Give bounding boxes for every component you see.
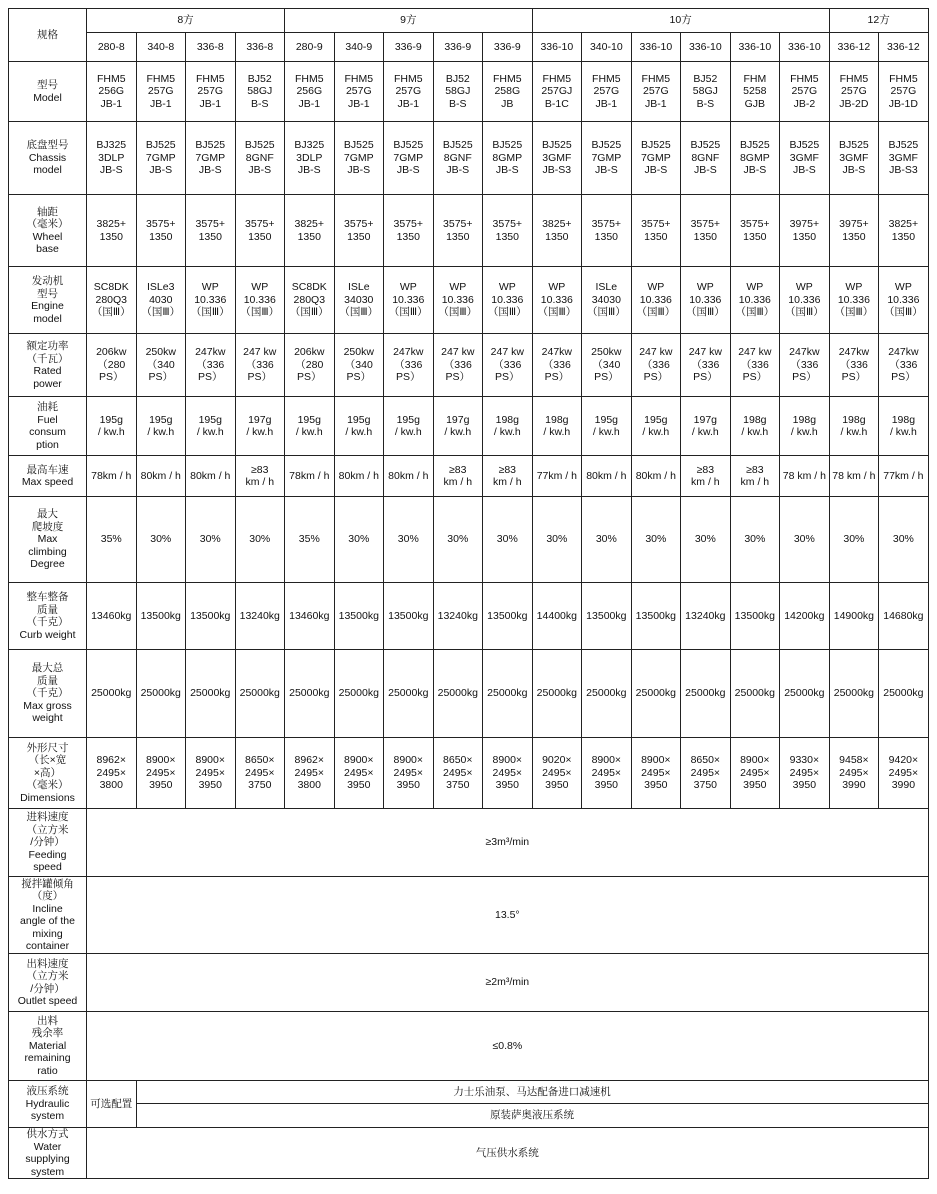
spec-cell: WP 10.336 （国Ⅲ）	[829, 267, 879, 334]
spec-cell: 247kw （336 PS）	[532, 334, 582, 397]
spec-cell: 247kw （336 PS）	[780, 334, 830, 397]
spec-row	[9, 334, 929, 397]
spec-cell: 8900× 2495× 3950	[136, 738, 186, 809]
spec-cell: 25000kg	[87, 650, 137, 738]
spec-cell: 13460kg	[87, 583, 137, 650]
spec-cell: WP 10.336 （国Ⅲ）	[681, 267, 731, 334]
spec-cell: BJ525 8GMP JB-S	[483, 122, 533, 195]
spec-cell: ≥83 km / h	[433, 456, 483, 497]
hydraulic-option-1: 力士乐油泵、马达配备进口减速机	[136, 1081, 928, 1104]
optional-config-label: 可选配置	[87, 1081, 137, 1128]
spec-cell: BJ525 3GMF JB-S3	[532, 122, 582, 195]
spec-cell: 14400kg	[532, 583, 582, 650]
spec-cell: 3975+ 1350	[829, 195, 879, 267]
spec-cell: 9020× 2495× 3950	[532, 738, 582, 809]
spec-cell: FHM5 257G JB-1	[582, 62, 632, 122]
spec-cell: 13500kg	[334, 583, 384, 650]
spec-cell: 3575+ 1350	[483, 195, 533, 267]
spec-row	[9, 497, 929, 583]
spec-cell: 35%	[87, 497, 137, 583]
spec-cell: 25000kg	[384, 650, 434, 738]
residual-row	[9, 1012, 929, 1081]
spec-cell: FHM5 257G JB-1D	[879, 62, 929, 122]
spec-cell: 247 kw （336 PS）	[681, 334, 731, 397]
spec-cell: 8900× 2495× 3950	[730, 738, 780, 809]
spec-cell: 13240kg	[235, 583, 285, 650]
spec-cell: 3575+ 1350	[334, 195, 384, 267]
spec-cell: 8650× 2495× 3750	[681, 738, 731, 809]
spec-cell: 198g / kw.h	[829, 397, 879, 456]
model-header-cell: 280-8	[87, 33, 137, 62]
row-label: 出料速度 （立方米 /分钟） Outlet speed	[9, 954, 87, 1012]
spec-cell: 8900× 2495× 3950	[334, 738, 384, 809]
spec-cell: FHM5 257G JB-1	[186, 62, 236, 122]
spec-cell: FHM5 257G JB-1	[334, 62, 384, 122]
spec-cell: 195g / kw.h	[136, 397, 186, 456]
spec-cell: BJ525 8GMP JB-S	[730, 122, 780, 195]
spec-cell: 198g / kw.h	[483, 397, 533, 456]
spec-cell: 30%	[631, 497, 681, 583]
outlet-value: ≥2m³/min	[87, 954, 929, 1012]
row-label: 最高车速 Max speed	[9, 456, 87, 497]
spec-row	[9, 456, 929, 497]
spec-cell: 3825+ 1350	[285, 195, 335, 267]
model-header-cell: 336-12	[879, 33, 929, 62]
model-header-cell: 340-9	[334, 33, 384, 62]
spec-cell: 247 kw （336 PS）	[235, 334, 285, 397]
incline-value: 13.5°	[87, 877, 929, 954]
spec-cell: ≥83 km / h	[681, 456, 731, 497]
spec-cell: BJ325 3DLP JB-S	[285, 122, 335, 195]
spec-cell: ISLe 34030 （国Ⅲ）	[334, 267, 384, 334]
residual-value: ≤0.8%	[87, 1012, 929, 1081]
spec-cell: FHM5 258G JB	[483, 62, 533, 122]
spec-cell: 30%	[681, 497, 731, 583]
spec-cell: 8900× 2495× 3950	[384, 738, 434, 809]
spec-cell: 195g / kw.h	[582, 397, 632, 456]
spec-cell: 25000kg	[235, 650, 285, 738]
header-model-row	[9, 33, 929, 62]
spec-cell: 13240kg	[681, 583, 731, 650]
row-label: 液压系统 Hydraulic system	[9, 1081, 87, 1128]
spec-cell: 78 km / h	[829, 456, 879, 497]
spec-cell: WP 10.336 （国Ⅲ）	[235, 267, 285, 334]
spec-cell: 198g / kw.h	[879, 397, 929, 456]
spec-cell: 195g / kw.h	[384, 397, 434, 456]
spec-cell: 9330× 2495× 3950	[780, 738, 830, 809]
spec-cell: 3975+ 1350	[780, 195, 830, 267]
spec-row	[9, 122, 929, 195]
spec-cell: 25000kg	[433, 650, 483, 738]
spec-cell: BJ525 7GMP JB-S	[631, 122, 681, 195]
spec-cell: BJ325 3DLP JB-S	[87, 122, 137, 195]
spec-cell: 3575+ 1350	[384, 195, 434, 267]
spec-cell: 250kw （340 PS）	[582, 334, 632, 397]
spec-row	[9, 195, 929, 267]
spec-cell: FHM5 257G JB-2	[780, 62, 830, 122]
row-label: 发动机 型号 Engine model	[9, 267, 87, 334]
spec-cell: WP 10.336 （国Ⅲ）	[780, 267, 830, 334]
model-header-cell: 336-10	[532, 33, 582, 62]
model-header-cell: 340-10	[582, 33, 632, 62]
spec-row	[9, 650, 929, 738]
spec-cell: 9420× 2495× 3990	[879, 738, 929, 809]
spec-cell: BJ52 58GJ B-S	[681, 62, 731, 122]
spec-cell: 250kw （340 PS）	[334, 334, 384, 397]
spec-cell: BJ525 7GMP JB-S	[582, 122, 632, 195]
model-header-cell: 336-10	[681, 33, 731, 62]
spec-cell: 77km / h	[532, 456, 582, 497]
spec-cell: 206kw （280 PS）	[87, 334, 137, 397]
spec-cell: WP 10.336 （国Ⅲ）	[483, 267, 533, 334]
spec-cell: 30%	[483, 497, 533, 583]
model-header-cell: 336-9	[433, 33, 483, 62]
spec-cell: 195g / kw.h	[87, 397, 137, 456]
spec-cell: BJ525 3GMF JB-S	[780, 122, 830, 195]
spec-cell: 30%	[582, 497, 632, 583]
spec-cell: 30%	[433, 497, 483, 583]
spec-cell: 195g / kw.h	[334, 397, 384, 456]
spec-table	[8, 8, 929, 1179]
water-row	[9, 1128, 929, 1179]
spec-cell: 9458× 2495× 3990	[829, 738, 879, 809]
spec-cell: 8900× 2495× 3950	[483, 738, 533, 809]
spec-cell: WP 10.336 （国Ⅲ）	[384, 267, 434, 334]
spec-cell: 195g / kw.h	[631, 397, 681, 456]
spec-cell: 3575+ 1350	[730, 195, 780, 267]
spec-cell: 13500kg	[186, 583, 236, 650]
spec-cell: WP 10.336 （国Ⅲ）	[186, 267, 236, 334]
model-header-cell: 336-10	[780, 33, 830, 62]
group-8m3: 8方	[87, 9, 285, 33]
model-header-cell: 340-8	[136, 33, 186, 62]
spec-cell: 13500kg	[730, 583, 780, 650]
spec-cell: 13240kg	[433, 583, 483, 650]
spec-cell: 3575+ 1350	[631, 195, 681, 267]
spec-cell: 30%	[730, 497, 780, 583]
spec-cell: WP 10.336 （国Ⅲ）	[433, 267, 483, 334]
row-label: 出料 残余率 Material remaining ratio	[9, 1012, 87, 1081]
spec-cell: 8900× 2495× 3950	[186, 738, 236, 809]
spec-cell: 25000kg	[532, 650, 582, 738]
header-group-row	[9, 9, 929, 33]
spec-cell: 206kw （280 PS）	[285, 334, 335, 397]
spec-cell: 247 kw （336 PS）	[433, 334, 483, 397]
spec-cell: FHM5 257G JB-1	[384, 62, 434, 122]
spec-cell: 78 km / h	[780, 456, 830, 497]
spec-cell: FHM5 256G JB-1	[87, 62, 137, 122]
spec-cell: FHM5 257GJ B-1C	[532, 62, 582, 122]
spec-row	[9, 62, 929, 122]
row-label: 进料速度 （立方米 /分钟） Feeding speed	[9, 809, 87, 877]
spec-cell: FHM5 257G JB-1	[136, 62, 186, 122]
spec-cell: BJ525 7GMP JB-S	[136, 122, 186, 195]
spec-cell: 80km / h	[186, 456, 236, 497]
spec-cell: 3575+ 1350	[235, 195, 285, 267]
spec-row	[9, 397, 929, 456]
hydraulic-row-2	[9, 1104, 929, 1128]
row-label: 搅拌罐倾角 （度） Incline angle of the mixing container	[9, 877, 87, 954]
spec-cell: 30%	[235, 497, 285, 583]
spec-cell: 25000kg	[136, 650, 186, 738]
spec-cell: 25000kg	[879, 650, 929, 738]
row-label: 整车整备 质量 （千克） Curb weight	[9, 583, 87, 650]
model-header-cell: 336-9	[483, 33, 533, 62]
spec-cell: ≥83 km / h	[235, 456, 285, 497]
spec-cell: 3575+ 1350	[433, 195, 483, 267]
spec-cell: 78km / h	[285, 456, 335, 497]
spec-cell: 25000kg	[186, 650, 236, 738]
spec-label: 规格	[9, 9, 87, 62]
spec-cell: 3575+ 1350	[681, 195, 731, 267]
spec-cell: 13460kg	[285, 583, 335, 650]
spec-cell: 8650× 2495× 3750	[433, 738, 483, 809]
spec-cell: FHM5 256G JB-1	[285, 62, 335, 122]
spec-cell: 250kw （340 PS）	[136, 334, 186, 397]
spec-cell: 3575+ 1350	[582, 195, 632, 267]
row-label: 外形尺寸 （长×宽 ×高） （毫米） Dimensions	[9, 738, 87, 809]
spec-cell: 8962× 2495× 3800	[285, 738, 335, 809]
model-header-cell: 336-10	[730, 33, 780, 62]
spec-cell: 30%	[532, 497, 582, 583]
spec-cell: 30%	[334, 497, 384, 583]
spec-cell: 247 kw （336 PS）	[730, 334, 780, 397]
spec-cell: SC8DK 280Q3 （国Ⅲ）	[285, 267, 335, 334]
spec-cell: 25000kg	[285, 650, 335, 738]
spec-cell: 198g / kw.h	[780, 397, 830, 456]
spec-cell: 30%	[384, 497, 434, 583]
spec-cell: 13500kg	[136, 583, 186, 650]
spec-cell: 197g / kw.h	[433, 397, 483, 456]
outlet-row	[9, 954, 929, 1012]
spec-cell: 80km / h	[384, 456, 434, 497]
model-header-cell: 336-8	[235, 33, 285, 62]
spec-cell: SC8DK 280Q3 （国Ⅲ）	[87, 267, 137, 334]
spec-cell: BJ525 7GMP JB-S	[186, 122, 236, 195]
model-header-cell: 336-9	[384, 33, 434, 62]
spec-cell: 8900× 2495× 3950	[582, 738, 632, 809]
spec-cell: 195g / kw.h	[285, 397, 335, 456]
spec-cell: 247kw （336 PS）	[879, 334, 929, 397]
spec-cell: 30%	[780, 497, 830, 583]
spec-cell: 3825+ 1350	[532, 195, 582, 267]
spec-cell: 198g / kw.h	[532, 397, 582, 456]
spec-cell: 3575+ 1350	[186, 195, 236, 267]
spec-cell: 14680kg	[879, 583, 929, 650]
spec-cell: 25000kg	[681, 650, 731, 738]
model-header-cell: 280-9	[285, 33, 335, 62]
spec-cell: BJ525 7GMP JB-S	[384, 122, 434, 195]
spec-cell: FHM 5258 GJB	[730, 62, 780, 122]
spec-cell: BJ52 58GJ B-S	[433, 62, 483, 122]
spec-cell: 30%	[829, 497, 879, 583]
spec-cell: 198g / kw.h	[730, 397, 780, 456]
spec-row	[9, 267, 929, 334]
spec-cell: BJ525 3GMF JB-S	[829, 122, 879, 195]
spec-cell: WP 10.336 （国Ⅲ）	[532, 267, 582, 334]
group-9m3: 9方	[285, 9, 533, 33]
row-label: 油耗 Fuel consum ption	[9, 397, 87, 456]
spec-cell: ≥83 km / h	[483, 456, 533, 497]
hydraulic-option-2: 原装萨奥液压系统	[136, 1104, 928, 1128]
spec-cell: 13500kg	[483, 583, 533, 650]
spec-cell: WP 10.336 （国Ⅲ）	[631, 267, 681, 334]
spec-cell: WP 10.336 （国Ⅲ）	[879, 267, 929, 334]
spec-cell: BJ525 3GMF JB-S3	[879, 122, 929, 195]
spec-cell: 25000kg	[730, 650, 780, 738]
spec-cell: 3825+ 1350	[879, 195, 929, 267]
spec-cell: 77km / h	[879, 456, 929, 497]
spec-cell: 25000kg	[582, 650, 632, 738]
spec-cell: 25000kg	[780, 650, 830, 738]
model-header-cell: 336-8	[186, 33, 236, 62]
incline-row	[9, 877, 929, 954]
spec-cell: BJ525 8GNF JB-S	[235, 122, 285, 195]
spec-cell: 25000kg	[483, 650, 533, 738]
group-12m3: 12方	[829, 9, 928, 33]
spec-cell: 197g / kw.h	[681, 397, 731, 456]
spec-cell: 247 kw （336 PS）	[631, 334, 681, 397]
spec-cell: 30%	[879, 497, 929, 583]
spec-cell: 247 kw （336 PS）	[483, 334, 533, 397]
row-label: 轴距 （毫米） Wheel base	[9, 195, 87, 267]
row-label: 型号 Model	[9, 62, 87, 122]
spec-cell: 80km / h	[334, 456, 384, 497]
row-label: 最大 爬坡度 Max climbing Degree	[9, 497, 87, 583]
spec-cell: 247kw （336 PS）	[186, 334, 236, 397]
spec-cell: 35%	[285, 497, 335, 583]
spec-cell: BJ52 58GJ B-S	[235, 62, 285, 122]
spec-cell: 14900kg	[829, 583, 879, 650]
model-header-cell: 336-12	[829, 33, 879, 62]
spec-cell: FHM5 257G JB-1	[631, 62, 681, 122]
spec-cell: BJ525 7GMP JB-S	[334, 122, 384, 195]
spec-row	[9, 738, 929, 809]
spec-cell: 25000kg	[631, 650, 681, 738]
spec-cell: FHM5 257G JB-2D	[829, 62, 879, 122]
spec-cell: BJ525 8GNF JB-S	[681, 122, 731, 195]
spec-cell: 8962× 2495× 3800	[87, 738, 137, 809]
spec-cell: 13500kg	[582, 583, 632, 650]
row-label: 额定功率 （千瓦） Rated power	[9, 334, 87, 397]
feeding-row	[9, 809, 929, 877]
spec-cell: 8900× 2495× 3950	[631, 738, 681, 809]
row-label: 底盘型号 Chassis model	[9, 122, 87, 195]
spec-cell: BJ525 8GNF JB-S	[433, 122, 483, 195]
spec-cell: 3575+ 1350	[136, 195, 186, 267]
spec-cell: 3825+ 1350	[87, 195, 137, 267]
spec-cell: 80km / h	[136, 456, 186, 497]
group-10m3: 10方	[532, 9, 829, 33]
spec-cell: 80km / h	[582, 456, 632, 497]
water-value: 气压供水系统	[87, 1128, 929, 1179]
spec-cell: 195g / kw.h	[186, 397, 236, 456]
spec-cell: ISLe 34030 （国Ⅲ）	[582, 267, 632, 334]
spec-cell: 25000kg	[829, 650, 879, 738]
spec-cell: 13500kg	[631, 583, 681, 650]
spec-cell: 247kw （336 PS）	[384, 334, 434, 397]
spec-cell: 247kw （336 PS）	[829, 334, 879, 397]
row-label: 供水方式 Water supplying system	[9, 1128, 87, 1179]
feeding-value: ≥3m³/min	[87, 809, 929, 877]
spec-cell: 13500kg	[384, 583, 434, 650]
spec-cell: 78km / h	[87, 456, 137, 497]
spec-cell: 80km / h	[631, 456, 681, 497]
model-header-cell: 336-10	[631, 33, 681, 62]
spec-cell: 197g / kw.h	[235, 397, 285, 456]
spec-cell: WP 10.336 （国Ⅲ）	[730, 267, 780, 334]
spec-cell: 30%	[136, 497, 186, 583]
spec-cell: 25000kg	[334, 650, 384, 738]
spec-row	[9, 583, 929, 650]
row-label: 最大总 质量 （千克） Max gross weight	[9, 650, 87, 738]
spec-cell: 30%	[186, 497, 236, 583]
spec-cell: 14200kg	[780, 583, 830, 650]
hydraulic-row	[9, 1081, 929, 1104]
spec-cell: ≥83 km / h	[730, 456, 780, 497]
spec-cell: 8650× 2495× 3750	[235, 738, 285, 809]
spec-cell: ISLe3 4030 （国Ⅲ）	[136, 267, 186, 334]
